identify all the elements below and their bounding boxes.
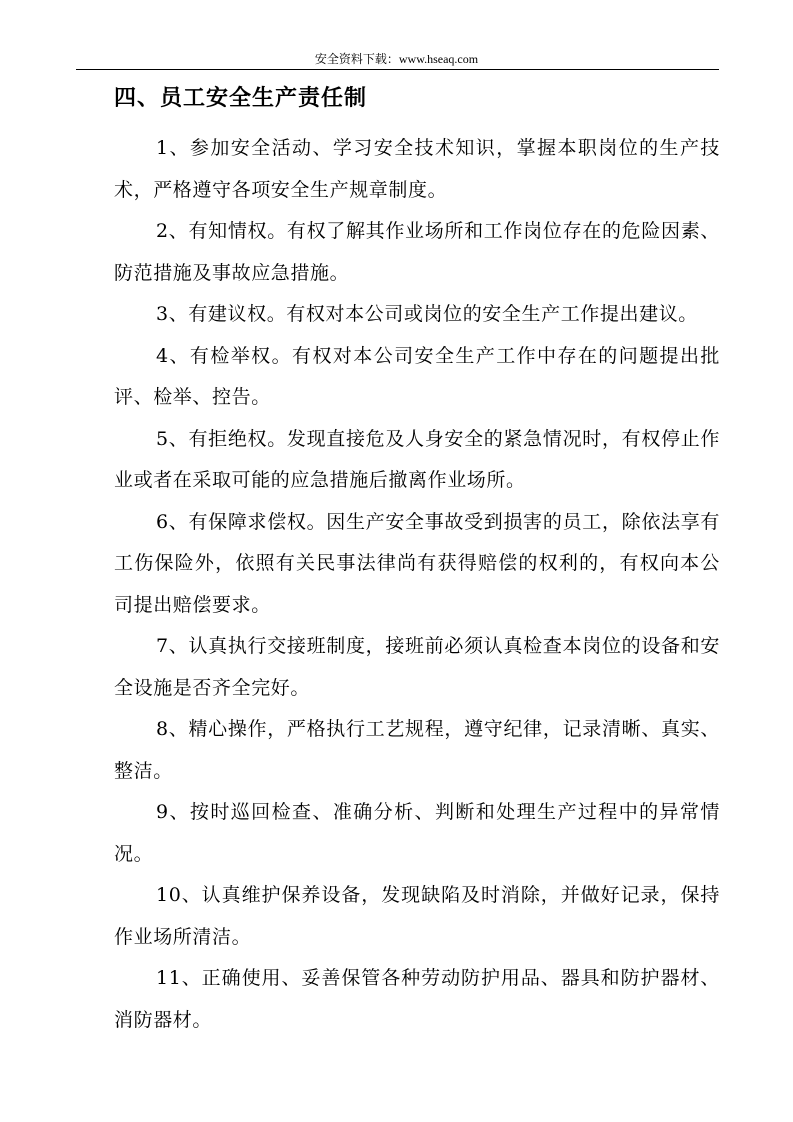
paragraph-6: 6、有保障求偿权。因生产安全事故受到损害的员工，除依法享有工伤保险外，依照有关民事法律尚有获得赔偿的权利的，有权向本公司提出赔偿要求。 [114, 510, 720, 616]
paragraph-11: 11、正确使用、妥善保管各种劳动防护用品、器具和防护器材、消防器材。 [114, 967, 720, 1031]
paragraph-7: 7、认真执行交接班制度，接班前必须认真检查本岗位的设备和安全设施是否齐全完好。 [114, 635, 720, 699]
document-body [114, 128, 720, 1041]
page-header: 安全资料下载：www.hseaq.com [314, 52, 479, 66]
paragraph-10: 10、认真维护保养设备，发现缺陷及时消除，并做好记录，保持作业场所清洁。 [114, 884, 720, 948]
paragraph-5: 5、有拒绝权。发现直接危及人身安全的紧急情况时，有权停止作业或者在采取可能的应急措施后撤离作业场所。 [114, 427, 720, 491]
paragraph-2: 2、有知情权。有权了解其作业场所和工作岗位存在的危险因素、防范措施及事故应急措施。 [114, 220, 720, 284]
paragraph-1: 1、参加安全活动、学习安全技术知识，掌握本职岗位的生产技术，严格遵守各项安全生产规章制度。 [114, 137, 720, 201]
paragraph-8: 8、精心操作，严格执行工艺规程，遵守纪律，记录清晰、真实、整洁。 [114, 718, 720, 782]
header-divider [76, 69, 719, 70]
section-title: 四、员工安全生产责任制 [114, 86, 368, 111]
paragraph-3: 3、有建议权。有权对本公司或岗位的安全生产工作提出建议。 [156, 303, 698, 325]
paragraph-9: 9、按时巡回检查、准确分析、判断和处理生产过程中的异常情况。 [114, 801, 720, 865]
paragraph-4: 4、有检举权。有权对本公司安全生产工作中存在的问题提出批评、检举、控告。 [114, 344, 720, 408]
